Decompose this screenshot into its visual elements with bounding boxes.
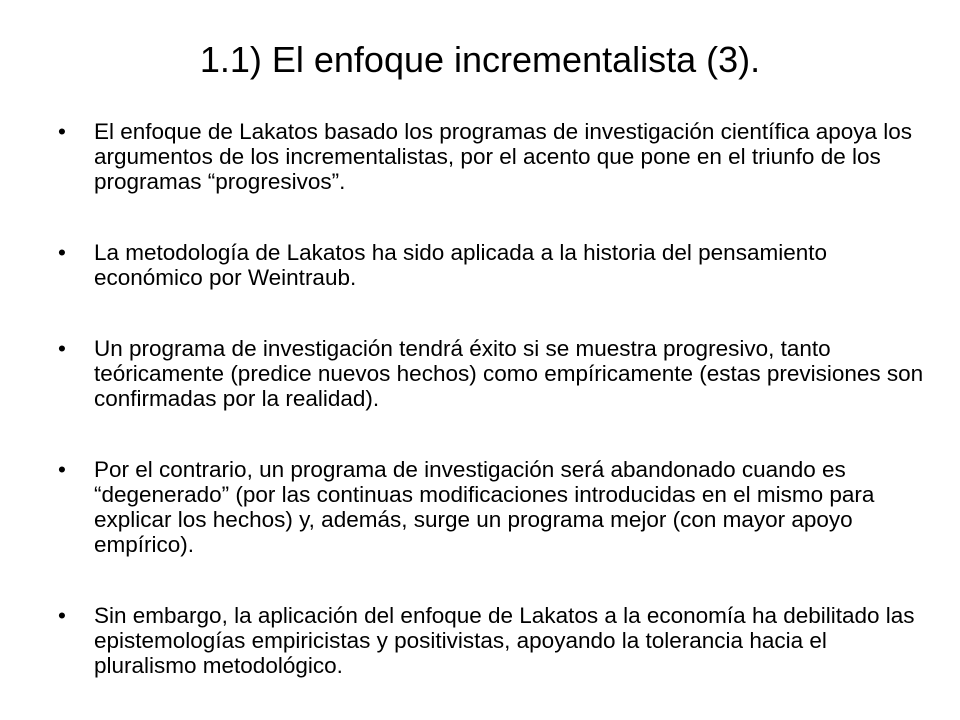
bullet-text: Por el contrario, un programa de investigación será abandonado cuando es “degenerado” (por las continuas modificaciones introducidas en el mismo para explicar los hechos) y, además, surge un programa mejor (con mayor apoyo empírico).	[94, 457, 875, 557]
bullet-dot-icon: •	[58, 457, 66, 482]
bullet-item	[58, 336, 928, 411]
bullet-item	[58, 119, 928, 194]
bullet-dot-icon: •	[58, 336, 66, 361]
bullet-dot-icon: •	[58, 603, 66, 628]
bullet-dot-icon: •	[58, 119, 66, 144]
bullet-dot-icon: •	[58, 240, 66, 265]
bullet-text: El enfoque de Lakatos basado los programas de investigación científica apoya los argumentos de los incrementalistas, por el acento que pone en el triunfo de los programas “progresivos”.	[94, 119, 913, 194]
bullet-list	[58, 119, 928, 678]
bullet-item	[58, 603, 928, 678]
bullet-text: La metodología de Lakatos ha sido aplicada a la historia del pensamiento económico por Weintraub.	[94, 240, 827, 290]
bullet-item	[58, 457, 928, 557]
bullet-text: Un programa de investigación tendrá éxito si se muestra progresivo, tanto teóricamente (predice nuevos hechos) como empíricamente (estas previsiones son confirmadas por la realidad).	[94, 336, 924, 411]
slide-title: 1.1) El enfoque incrementalista (3).	[199, 39, 761, 80]
bullet-text: Sin embargo, la aplicación del enfoque de Lakatos a la economía ha debilitado las epistemologías empiricistas y positivistas, apoyando la tolerancia hacia el pluralismo metodológico.	[94, 603, 915, 678]
bullet-item	[58, 240, 928, 290]
